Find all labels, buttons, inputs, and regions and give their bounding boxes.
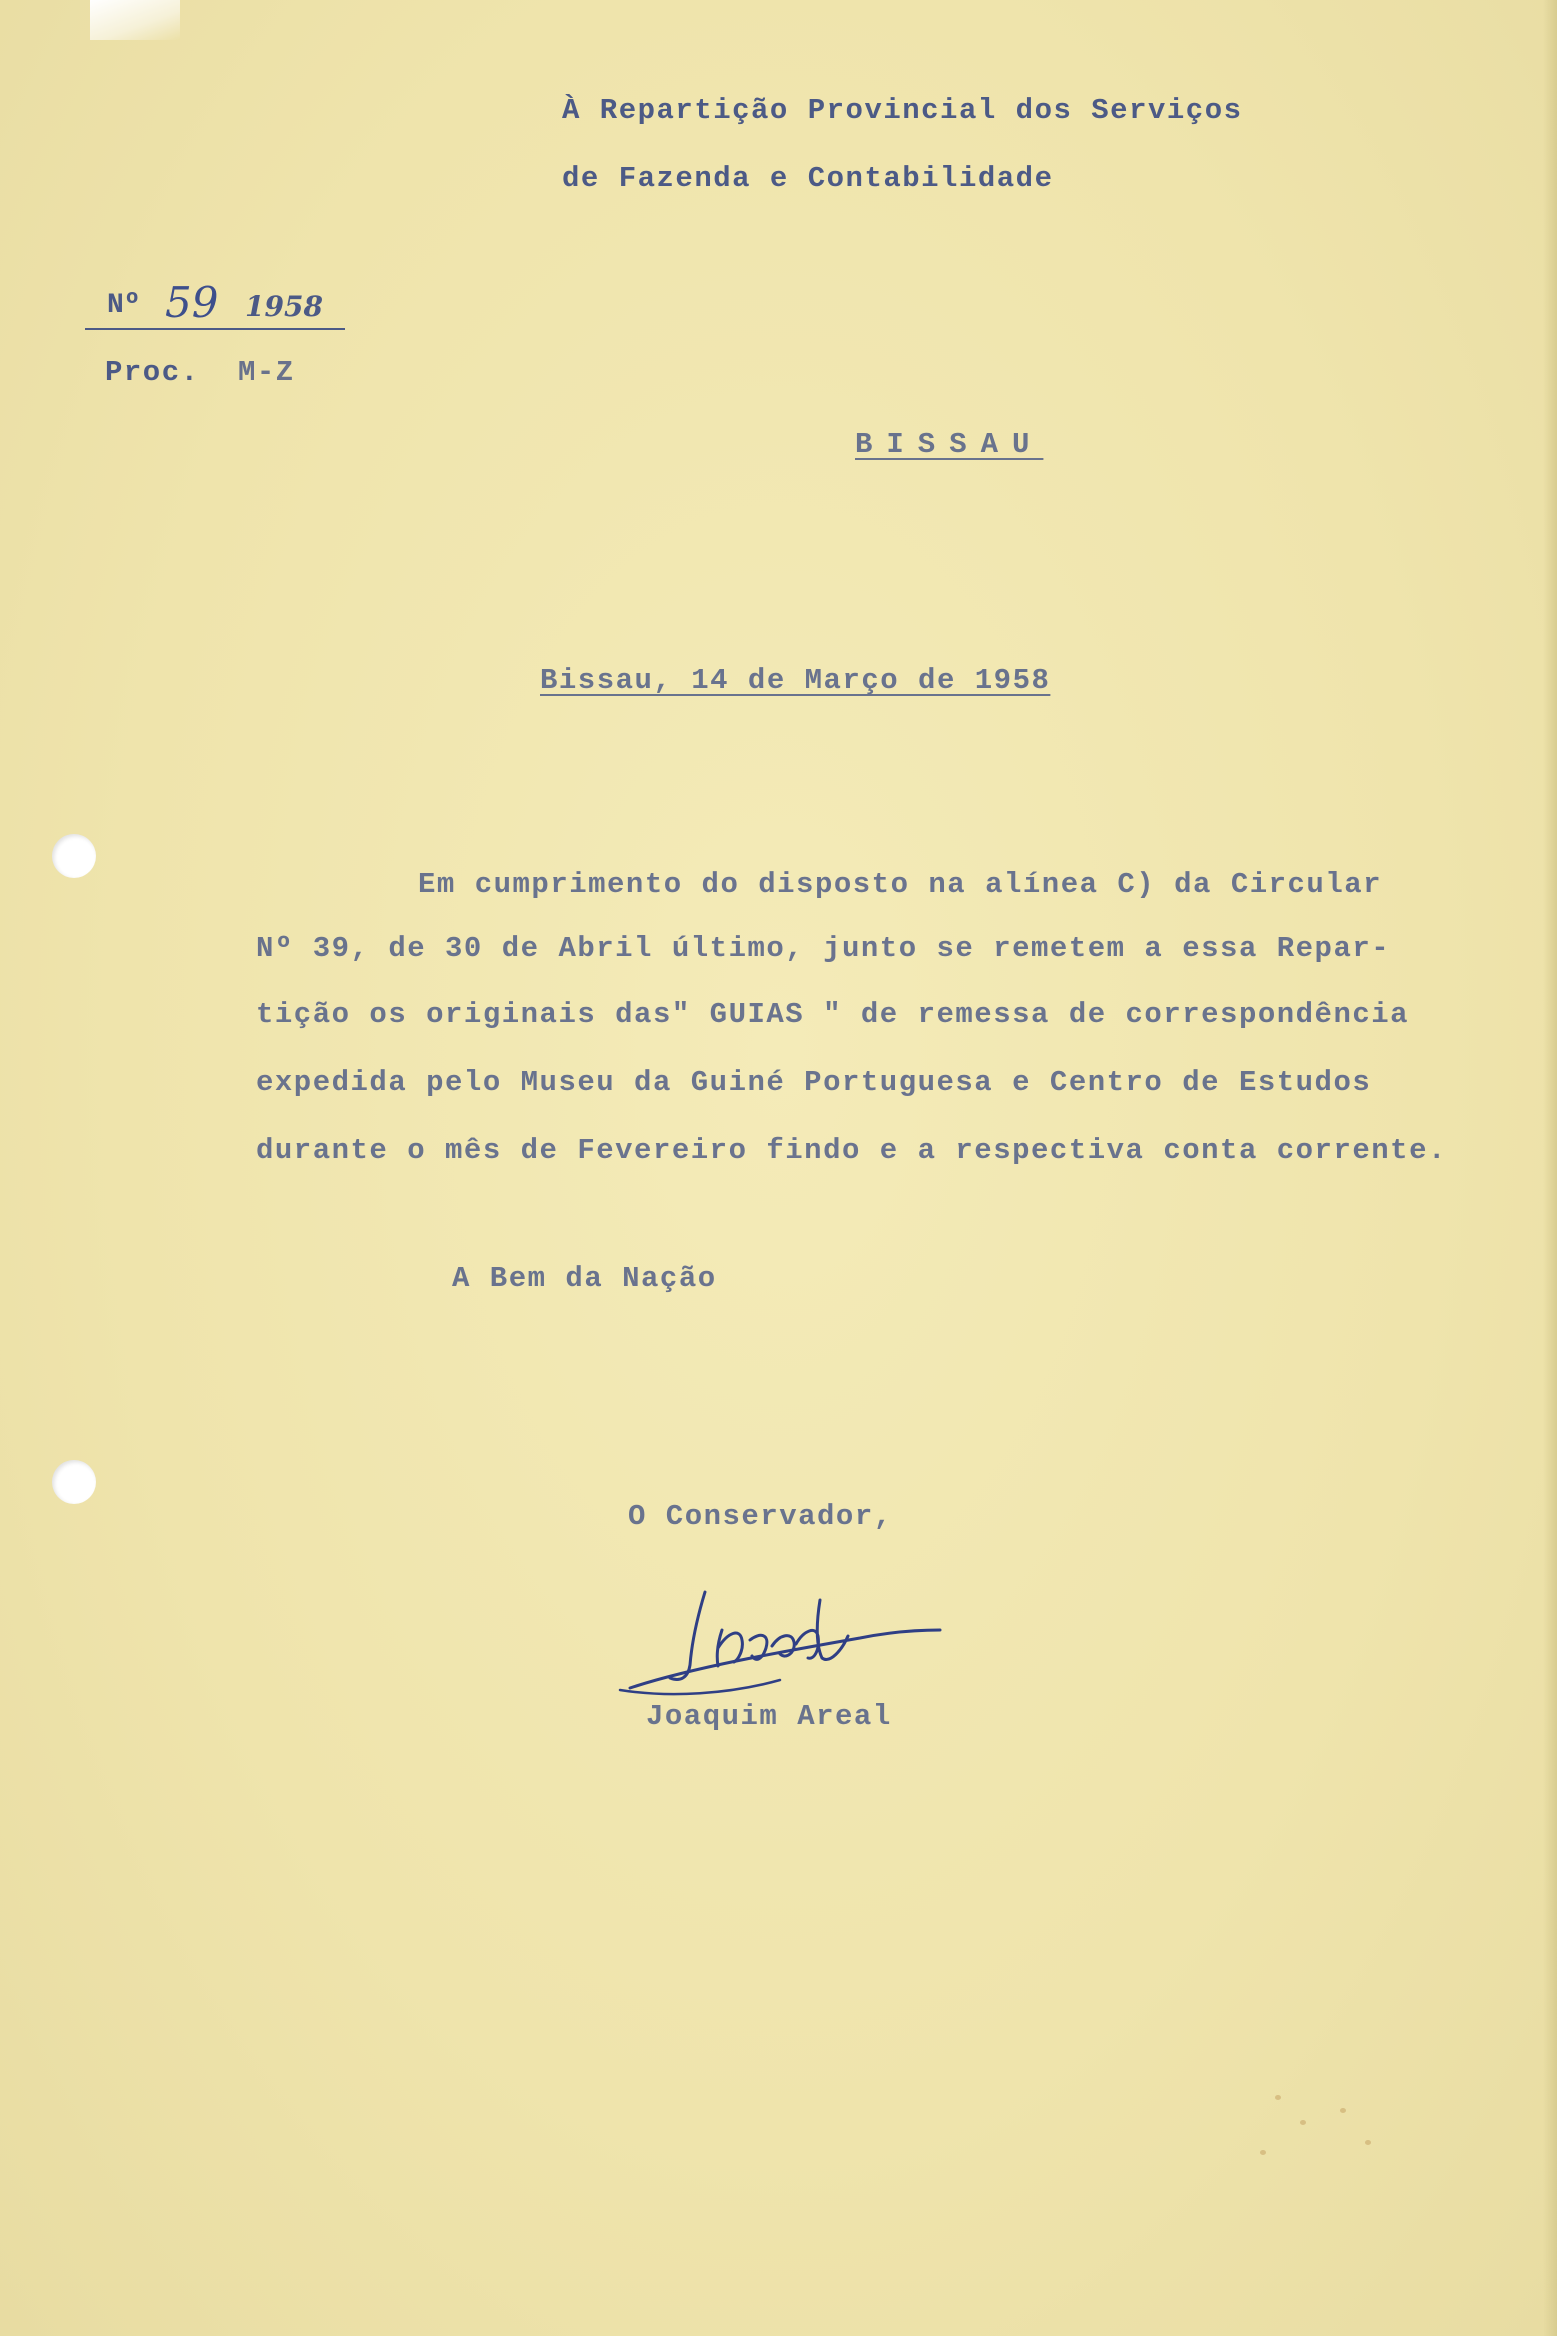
handwritten-signature — [610, 1570, 950, 1710]
body-line-5: durante o mês de Fevereiro findo e a respectiva conta corrente. — [256, 1134, 1447, 1167]
signatory-name: Joaquim Areal — [646, 1700, 892, 1733]
body-line-2: Nº 39, de 30 de Abril último, junto se remetem a essa Repar- — [256, 932, 1391, 965]
paper-stain — [1365, 2140, 1371, 2145]
punch-hole-top — [52, 834, 96, 878]
folded-corner — [90, 0, 180, 40]
body-line-3: tição os originais das" GUIAS " de remessa de correspondência — [256, 998, 1410, 1031]
paper-stain — [1300, 2120, 1306, 2125]
body-line-1: Em cumprimento do disposto na alínea C) da Circular — [418, 868, 1383, 901]
paper-stain — [1340, 2108, 1346, 2113]
process-label: Proc. — [105, 356, 200, 389]
date-line: Bissau, 14 de Março de 1958 — [540, 664, 1051, 697]
paper-stain — [1275, 2095, 1281, 2100]
recipient-line-1: À Repartição Provincial dos Serviços — [562, 94, 1243, 127]
paper-edge-shadow — [1543, 0, 1557, 2336]
recipient-line-2: de Fazenda e Contabilidade — [562, 162, 1054, 195]
reference-number — [85, 278, 345, 330]
reference-year: 1958 — [245, 290, 323, 323]
reference-number-handwritten: 59 — [165, 278, 219, 327]
closing-salutation: A Bem da Nação — [452, 1262, 717, 1295]
punch-hole-bottom — [52, 1460, 96, 1504]
process-code: M-Z — [238, 356, 295, 389]
body-line-4: expedida pelo Museu da Guiné Portuguesa e Centro de Estudos — [256, 1066, 1372, 1099]
signatory-title: O Conservador, — [628, 1500, 893, 1533]
reference-number-prefix: Nº — [107, 290, 141, 321]
paper-stain — [1260, 2150, 1266, 2155]
destination-city: BISSAU — [855, 428, 1044, 461]
